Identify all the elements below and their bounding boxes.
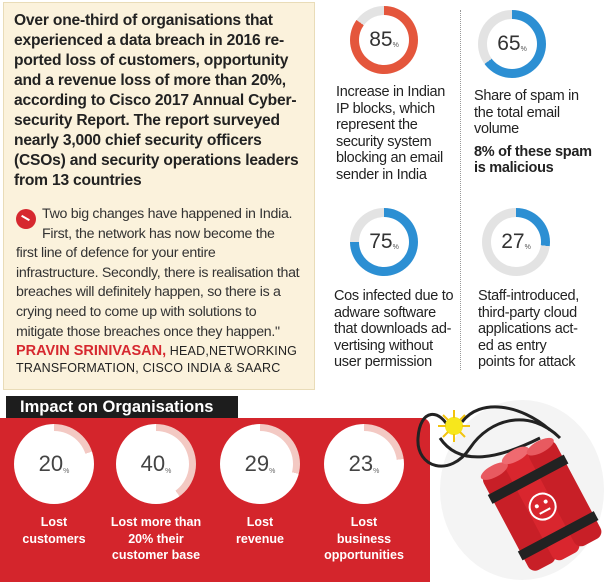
impact-percent-sign: % — [165, 468, 172, 475]
quote-line: mitigate those breaches once they happen." — [16, 323, 280, 340]
impact-label-line: revenue — [236, 531, 284, 546]
impact-label — [104, 514, 208, 564]
stat-ring — [478, 10, 546, 78]
stat-line: security system — [336, 133, 432, 150]
impact-label-line: 20% their — [128, 531, 184, 546]
impact-label — [2, 514, 106, 547]
impact-label-line: Lost — [350, 515, 378, 529]
stat-value: 75 — [369, 230, 393, 253]
stat-value: 27 — [501, 230, 525, 253]
impact-title: Impact on Organisations — [20, 398, 214, 416]
stat-line: vertising without — [334, 337, 433, 354]
stat-line: Share of spam in — [474, 88, 579, 104]
intro-text — [14, 11, 310, 191]
stat-highlight-line: is malicious — [474, 160, 554, 176]
stat-line: Staff-introduced, — [478, 288, 580, 304]
stat-line: represent the — [336, 117, 418, 133]
stat-line: IP blocks, which — [336, 100, 435, 117]
stat-line: ed as entry — [478, 337, 547, 354]
intro-line: from 13 countries — [14, 172, 142, 189]
impact-ring — [220, 424, 300, 504]
impact-ring — [14, 424, 94, 504]
impact-label-line: Lost more than — [110, 515, 202, 529]
impact-percent-sign: % — [63, 468, 70, 475]
stat-line: Cos infected due to — [334, 288, 454, 304]
stat-line: sender in India — [336, 166, 427, 183]
column-divider — [460, 10, 461, 370]
stat-line: Increase in Indian — [336, 84, 446, 100]
intro-line: security Report. The report surveyed — [14, 112, 280, 129]
stat-line: applications act- — [478, 321, 578, 337]
impact-label-line: opportunities — [324, 548, 404, 562]
quote-line: breaches will definitely happen, so there is a — [16, 284, 281, 301]
stat-line: user permission — [334, 354, 432, 370]
stat-ring — [350, 6, 418, 74]
speaker-role-line1: HEAD,NETWORKING — [166, 344, 298, 358]
intro-line: and a revenue loss of more than 20%, — [14, 72, 286, 89]
intro-panel — [3, 2, 315, 390]
stat-percent-sign: % — [392, 42, 399, 49]
stat-line: points for attack — [478, 354, 576, 370]
stat-percent-sign: % — [520, 46, 527, 53]
stat-highlight-line: 8% of these spam — [474, 143, 592, 160]
stat-description — [478, 288, 602, 371]
impact-label — [208, 514, 312, 547]
stat-ring — [350, 208, 418, 276]
quote-line: Two big changes have happened in India. — [42, 206, 293, 222]
impact-title-bar — [6, 396, 238, 418]
impact-label-line: customer base — [111, 548, 201, 562]
impact-label-line: Lost — [246, 515, 274, 529]
quote-line: first line of defence for your entire — [16, 245, 216, 262]
stat-line: adware software — [334, 304, 436, 321]
impact-percent-sign: % — [373, 468, 380, 475]
intro-line: (CSOs) and security operations leaders — [14, 152, 299, 169]
stat-percent-sign: % — [524, 244, 531, 251]
stat-value: 85 — [369, 28, 393, 51]
impact-ring — [324, 424, 404, 504]
intro-line: experienced a data breach in 2016 re- — [14, 32, 284, 49]
stat-line: third-party cloud — [478, 304, 577, 321]
stat-value: 65 — [497, 32, 521, 55]
impact-label-line: Lost — [40, 515, 68, 529]
stat-line: blocking an email — [336, 150, 443, 166]
speaker-role-line2: TRANSFORMATION, CISCO INDIA & SAARC — [16, 361, 281, 375]
impact-label — [312, 514, 416, 564]
impact-percent-sign: % — [269, 468, 276, 475]
stat-line: volume — [474, 121, 519, 137]
impact-ring — [116, 424, 196, 504]
quote-line: crying need to come up with solutions to — [16, 303, 257, 320]
stat-description — [336, 84, 456, 183]
impact-value: 40 — [140, 451, 166, 476]
intro-line: according to Cisco 2017 Annual Cyber- — [14, 92, 297, 109]
intro-line: Over one-third of organisations that — [14, 12, 273, 29]
stat-line: the total email — [474, 104, 560, 121]
intro-line: ported loss of customers, opportunity — [14, 52, 289, 69]
intro-line: nearly 3,000 chief security officers — [14, 132, 262, 149]
stat-percent-sign: % — [392, 244, 399, 251]
impact-value: 29 — [244, 451, 270, 476]
dynamite-icon — [410, 378, 605, 582]
stat-line: that downloads ad- — [334, 321, 452, 337]
quote-attribution — [16, 343, 316, 377]
stat-description — [474, 88, 602, 177]
quote-text — [16, 205, 312, 342]
impact-label-line: customers — [22, 531, 86, 546]
impact-label-line: business — [336, 531, 392, 546]
speaker-name: PRAVIN SRINIVASAN, — [16, 343, 167, 359]
quote-line: infrastructure. Secondly, there is realisation that — [16, 264, 300, 281]
impact-value: 20 — [38, 451, 64, 476]
stat-description — [334, 288, 458, 371]
stat-ring — [482, 208, 550, 276]
impact-value: 23 — [348, 451, 374, 476]
quote-line: First, the network has now become the — [42, 225, 275, 242]
